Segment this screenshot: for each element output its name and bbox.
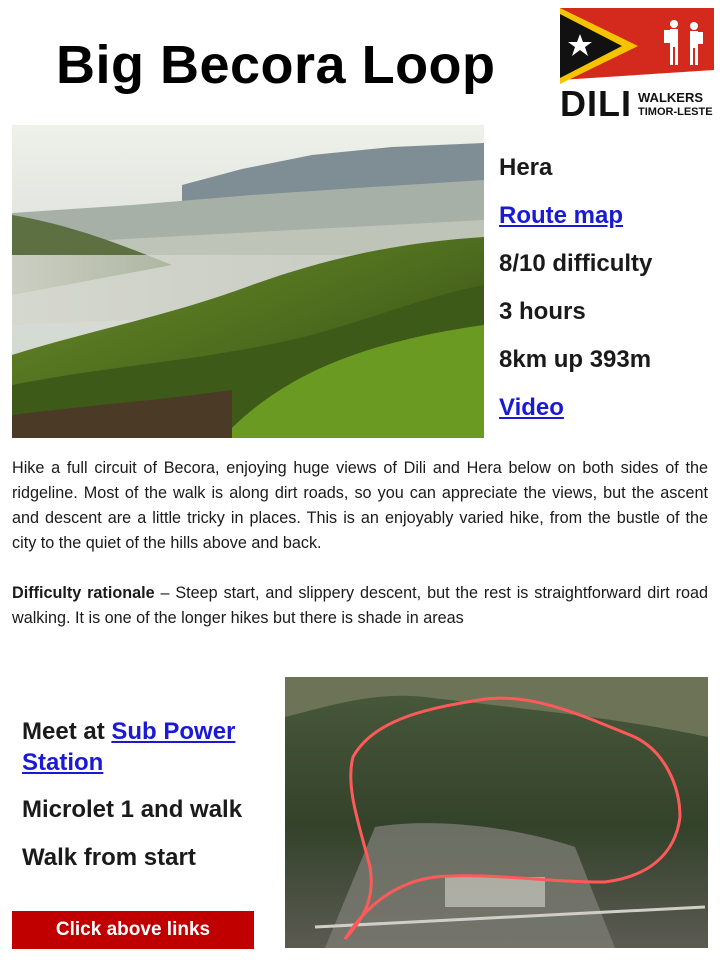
hike-description: Hike a full circuit of Becora, enjoying huge views of Dili and Hera below on both sides of the ridgeline. Most of the walk is along dirt roads, so you can appreciate the views, but the ascent and descent are a little tricky in places. This is an enjoyably varied hike, from the bustle of the city to the quiet of the hills above and back. <box>12 459 708 552</box>
video-link[interactable]: Video <box>499 394 564 421</box>
duration-label: 3 hours <box>499 298 586 325</box>
rationale-label: Difficulty rationale <box>12 584 155 602</box>
area-label: Hera <box>499 154 553 181</box>
logo-walkers-text: WALKERS <box>638 90 703 105</box>
meet-location <box>22 716 282 778</box>
transport-label: Microlet 1 and walk <box>22 796 243 823</box>
distance-label: 8km up 393m <box>499 346 652 373</box>
page-title: Big Becora Loop <box>56 35 496 95</box>
difficulty-rationale <box>12 581 708 631</box>
rationale-text: – Steep start, and slippery descent, but the rest is straightforward dirt road walking. It is one of the longer hikes but there is shade in areas <box>12 584 709 627</box>
hike-info-list <box>499 150 652 438</box>
logo-country-text: TIMOR-LESTE <box>638 106 713 118</box>
meeting-info <box>22 716 282 873</box>
meet-prefix: Meet at <box>22 718 112 745</box>
hillside-photo <box>12 125 484 438</box>
dili-walkers-logo <box>560 8 714 124</box>
route-map-link[interactable]: Route map <box>499 202 624 229</box>
click-links-button[interactable]: Click above links <box>12 911 254 949</box>
aerial-route-photo <box>285 677 708 948</box>
meet-location-link[interactable]: Sub Power Station <box>22 718 236 776</box>
walk-label: Walk from start <box>22 844 196 871</box>
flag-hikers-icon <box>560 8 714 88</box>
logo-dili-text: DILI <box>560 83 632 124</box>
difficulty-label: 8/10 difficulty <box>499 250 653 277</box>
